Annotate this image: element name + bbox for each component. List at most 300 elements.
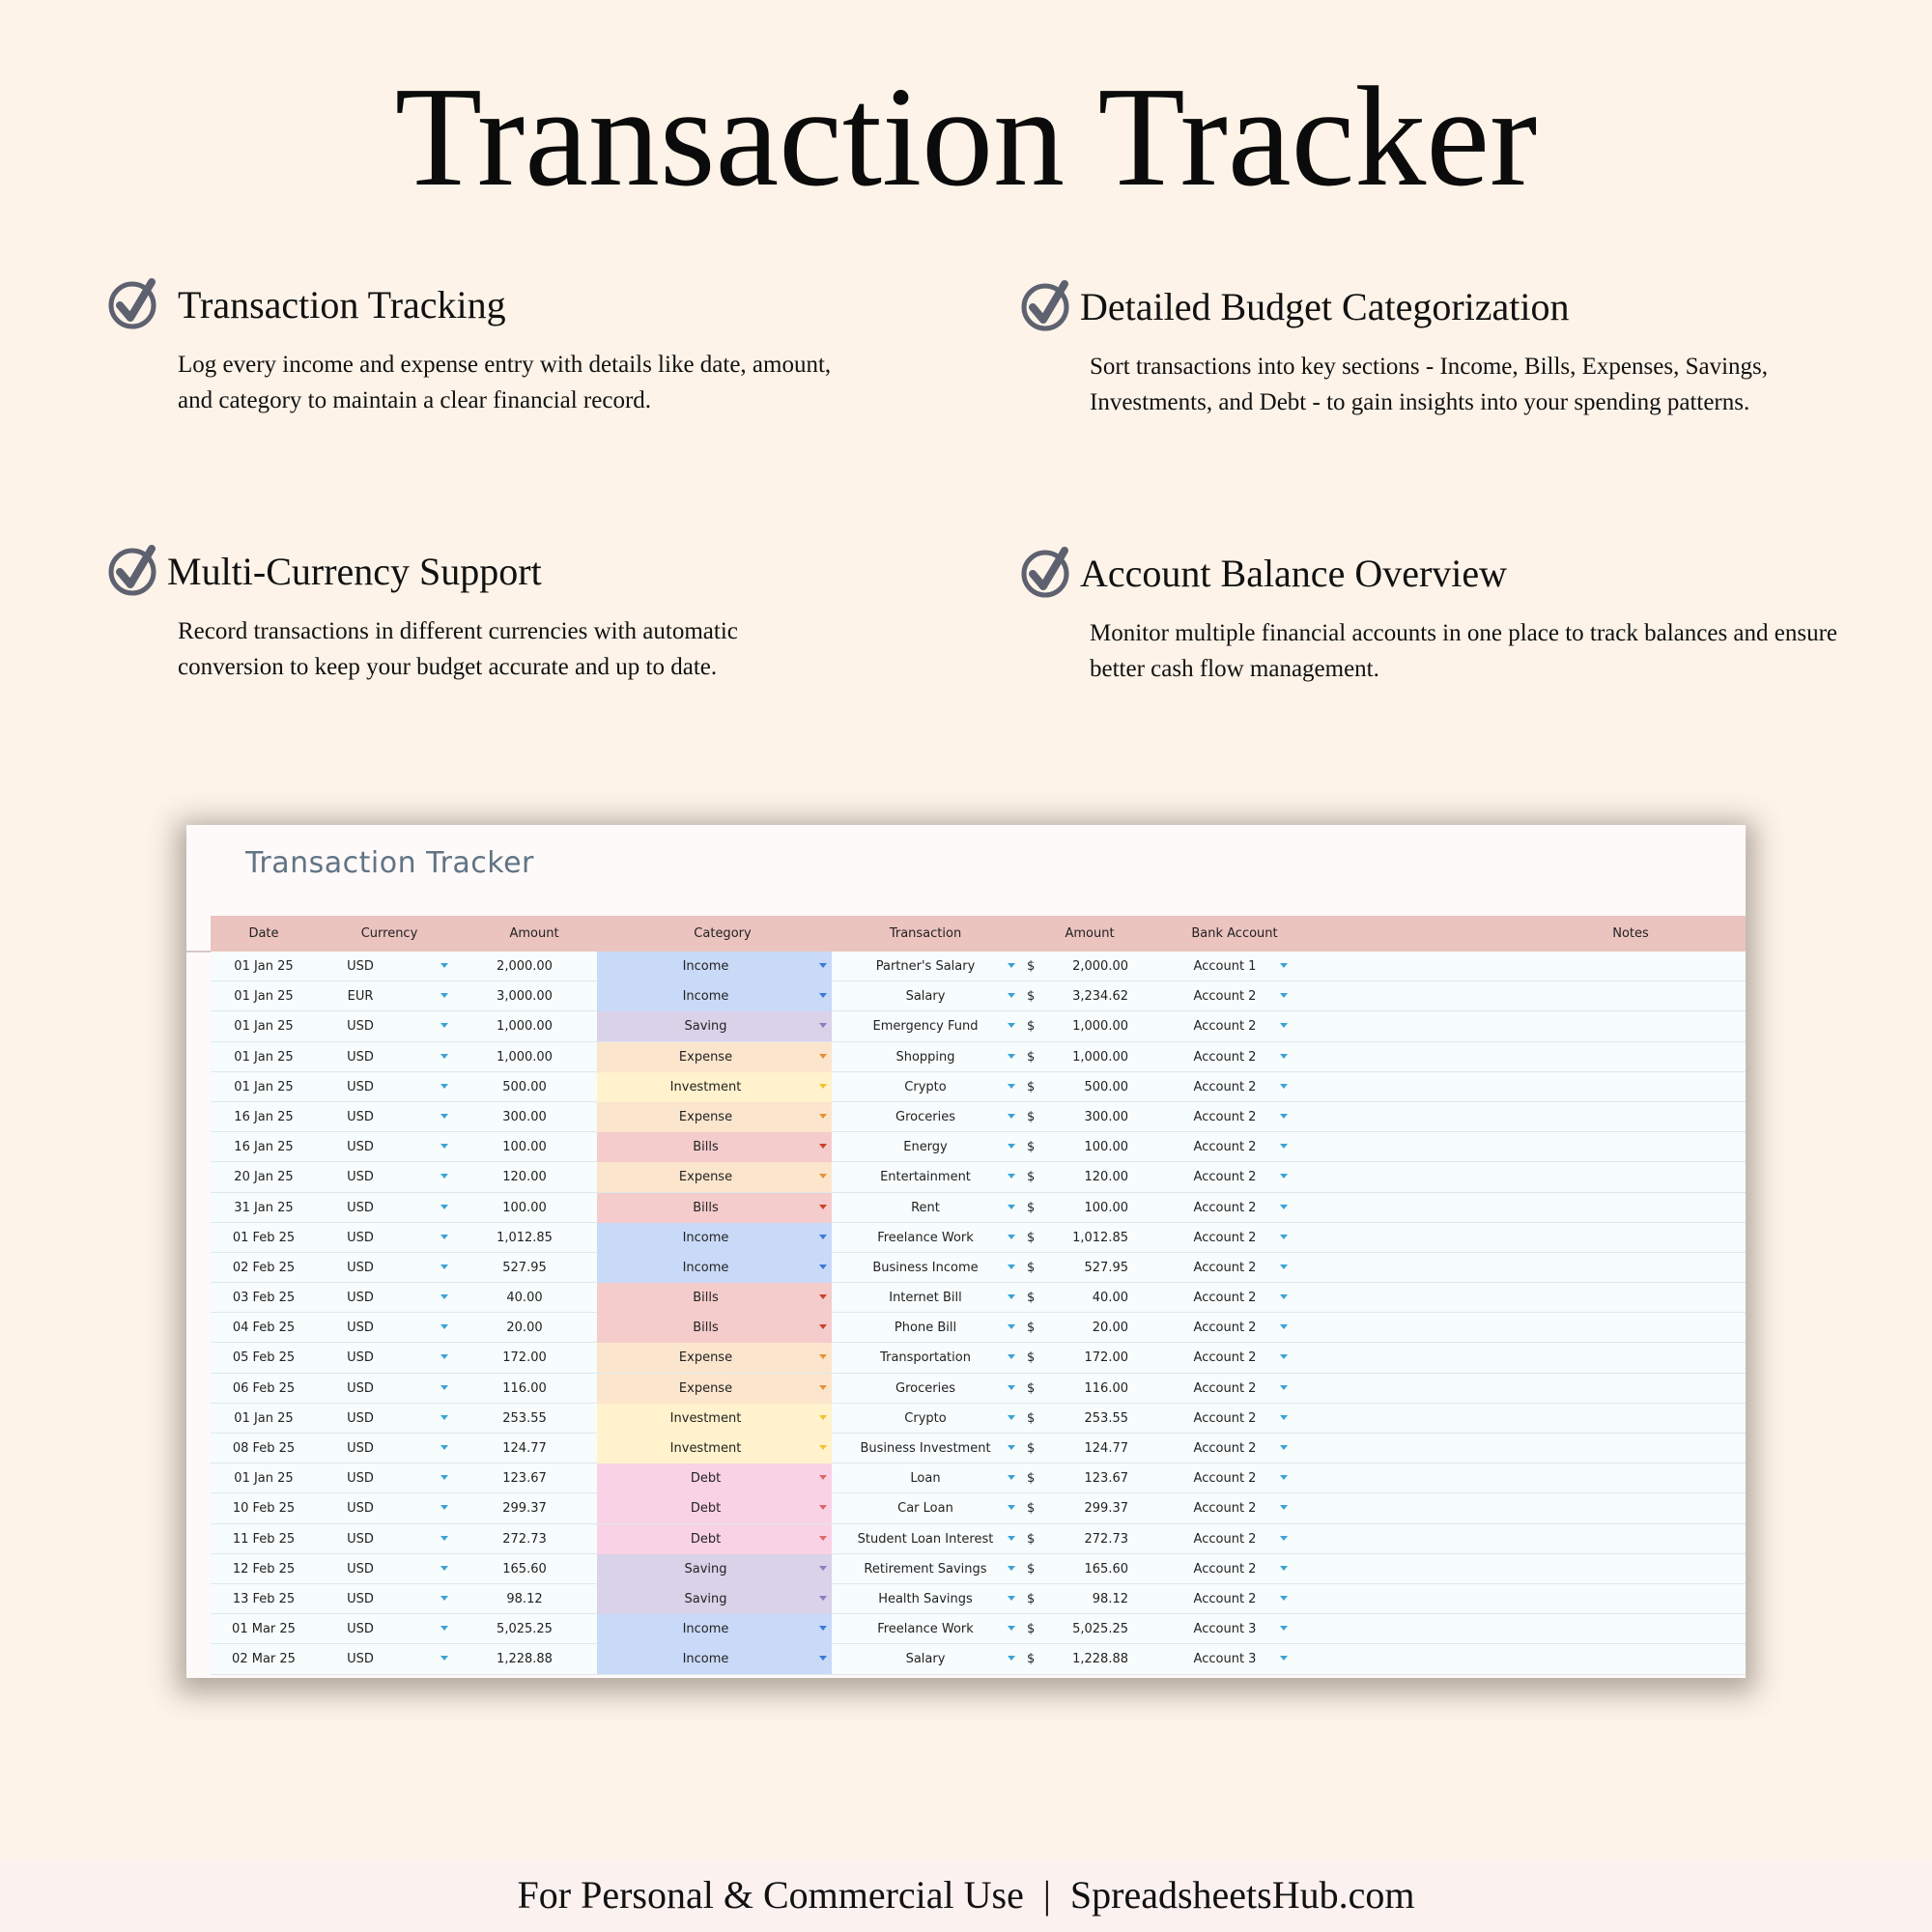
transaction-dropdown-icon[interactable] <box>1008 1596 1015 1601</box>
transaction-dropdown-icon[interactable] <box>1008 993 1015 998</box>
category-label: Expense <box>678 1109 733 1124</box>
cell-bank-account[interactable]: Account 2 <box>1193 1230 1257 1245</box>
category-dropdown-icon[interactable] <box>819 1656 827 1661</box>
cell-amount[interactable]: 123.67 <box>502 1471 547 1487</box>
cell-amount[interactable]: 20.00 <box>506 1321 543 1336</box>
cell-category[interactable] <box>597 1102 832 1132</box>
account-dropdown-icon[interactable] <box>1280 1596 1288 1601</box>
cell-date[interactable]: 01 Jan 25 <box>234 1471 294 1487</box>
transaction-dropdown-icon[interactable] <box>1008 1566 1015 1571</box>
table-row <box>211 1283 1746 1313</box>
transaction-dropdown-icon[interactable] <box>1008 1023 1015 1028</box>
cell-date[interactable]: 06 Feb 25 <box>232 1380 296 1396</box>
cell-amount-converted[interactable]: 116.00 <box>1084 1380 1128 1396</box>
cell-currency[interactable]: USD <box>347 1140 374 1155</box>
category-dropdown-icon[interactable] <box>819 1235 827 1239</box>
category-dropdown-icon[interactable] <box>819 1294 827 1299</box>
cell-transaction[interactable]: Entertainment <box>880 1170 971 1185</box>
cell-amount[interactable]: 1,012.85 <box>497 1230 553 1245</box>
cell-bank-account[interactable]: Account 3 <box>1193 1622 1257 1637</box>
cell-category[interactable] <box>597 1463 832 1493</box>
category-dropdown-icon[interactable] <box>819 1566 827 1571</box>
cell-amount-converted[interactable]: 165.60 <box>1084 1561 1128 1577</box>
cell-bank-account[interactable]: Account 1 <box>1193 959 1257 974</box>
category-dropdown-icon[interactable] <box>819 1626 827 1631</box>
cell-transaction[interactable]: Transportation <box>880 1350 971 1366</box>
currency-dropdown-icon[interactable] <box>440 1536 448 1541</box>
transaction-dropdown-icon[interactable] <box>1008 1626 1015 1631</box>
cell-currency[interactable]: USD <box>347 1200 374 1215</box>
cell-transaction[interactable]: Internet Bill <box>889 1291 962 1306</box>
cell-amount[interactable]: 172.00 <box>502 1350 547 1366</box>
cell-currency[interactable]: USD <box>347 1350 374 1366</box>
currency-dropdown-icon[interactable] <box>440 1505 448 1510</box>
currency-dropdown-icon[interactable] <box>440 1205 448 1209</box>
cell-date[interactable]: 16 Jan 25 <box>234 1140 294 1155</box>
transaction-dropdown-icon[interactable] <box>1008 1294 1015 1299</box>
cell-amount[interactable]: 165.60 <box>502 1561 547 1577</box>
currency-dropdown-icon[interactable] <box>440 1235 448 1239</box>
cell-transaction[interactable]: Groceries <box>895 1109 955 1124</box>
cell-currency[interactable]: USD <box>347 1471 374 1487</box>
table-row <box>211 1162 1746 1192</box>
cell-amount[interactable]: 299.37 <box>502 1501 547 1517</box>
account-dropdown-icon[interactable] <box>1280 963 1288 968</box>
cell-currency[interactable]: USD <box>347 1079 374 1094</box>
cell-amount-converted[interactable]: 1,000.00 <box>1072 1019 1128 1035</box>
cell-category[interactable] <box>597 1374 832 1404</box>
currency-symbol: $ <box>1027 1591 1036 1606</box>
category-dropdown-icon[interactable] <box>819 1205 827 1209</box>
cell-date[interactable]: 02 Feb 25 <box>232 1260 296 1275</box>
cell-amount-converted[interactable]: 20.00 <box>1092 1321 1128 1336</box>
currency-symbol: $ <box>1027 1019 1036 1035</box>
cell-bank-account[interactable]: Account 2 <box>1193 1140 1257 1155</box>
cell-currency[interactable]: USD <box>347 1441 374 1456</box>
cell-currency[interactable]: USD <box>347 959 374 974</box>
cell-transaction[interactable]: Partner's Salary <box>875 959 976 974</box>
cell-transaction[interactable]: Rent <box>911 1200 940 1215</box>
cell-bank-account[interactable]: Account 2 <box>1193 1291 1257 1306</box>
feature-title: Account Balance Overview <box>1080 552 1508 595</box>
cell-date[interactable]: 01 Jan 25 <box>234 1049 294 1065</box>
cell-bank-account[interactable]: Account 2 <box>1193 1591 1257 1606</box>
account-dropdown-icon[interactable] <box>1280 993 1288 998</box>
footer-text: For Personal & Commercial Use | SpreadsheetsHub.com <box>517 1873 1415 1917</box>
cell-category[interactable] <box>597 1343 832 1373</box>
cell-transaction[interactable]: Phone Bill <box>894 1321 957 1336</box>
category-dropdown-icon[interactable] <box>819 1264 827 1269</box>
cell-date[interactable]: 08 Feb 25 <box>232 1441 296 1456</box>
cell-amount-converted[interactable]: 500.00 <box>1084 1079 1128 1094</box>
cell-bank-account[interactable]: Account 2 <box>1193 1531 1257 1547</box>
cell-date[interactable]: 20 Jan 25 <box>234 1170 294 1185</box>
cell-currency[interactable]: USD <box>347 1410 374 1426</box>
currency-symbol: $ <box>1027 1652 1036 1667</box>
cell-category[interactable] <box>597 1193 832 1223</box>
currency-symbol: $ <box>1027 1079 1036 1094</box>
cell-amount[interactable]: 2,000.00 <box>497 959 553 974</box>
cell-bank-account[interactable]: Account 2 <box>1193 1200 1257 1215</box>
cell-category[interactable] <box>597 1253 832 1283</box>
cell-category[interactable] <box>597 1434 832 1463</box>
cell-currency[interactable]: USD <box>347 1109 374 1124</box>
currency-dropdown-icon[interactable] <box>440 1114 448 1119</box>
category-dropdown-icon[interactable] <box>819 1445 827 1450</box>
account-dropdown-icon[interactable] <box>1280 1656 1288 1661</box>
cell-transaction[interactable]: Business Income <box>872 1260 979 1275</box>
cell-bank-account[interactable]: Account 2 <box>1193 1350 1257 1366</box>
cell-currency[interactable]: USD <box>347 1622 374 1637</box>
category-label: Saving <box>684 1591 727 1606</box>
cell-category[interactable] <box>597 1132 832 1162</box>
cell-category[interactable] <box>597 952 832 981</box>
cell-category[interactable] <box>597 1493 832 1523</box>
cell-date[interactable]: 02 Mar 25 <box>232 1652 296 1667</box>
account-dropdown-icon[interactable] <box>1280 1536 1288 1541</box>
category-dropdown-icon[interactable] <box>819 1054 827 1059</box>
account-dropdown-icon[interactable] <box>1280 1264 1288 1269</box>
account-dropdown-icon[interactable] <box>1280 1354 1288 1359</box>
transaction-dropdown-icon[interactable] <box>1008 1084 1015 1089</box>
currency-dropdown-icon[interactable] <box>440 1354 448 1359</box>
cell-category[interactable] <box>597 1404 832 1434</box>
currency-dropdown-icon[interactable] <box>440 1415 448 1420</box>
currency-dropdown-icon[interactable] <box>440 1626 448 1631</box>
cell-bank-account[interactable]: Account 2 <box>1193 1501 1257 1517</box>
transaction-dropdown-icon[interactable] <box>1008 1264 1015 1269</box>
account-dropdown-icon[interactable] <box>1280 1505 1288 1510</box>
account-dropdown-icon[interactable] <box>1280 1023 1288 1028</box>
transaction-dropdown-icon[interactable] <box>1008 1475 1015 1480</box>
category-label: Expense <box>678 1049 733 1065</box>
category-dropdown-icon[interactable] <box>819 1084 827 1089</box>
cell-date[interactable]: 12 Feb 25 <box>232 1561 296 1577</box>
cell-date[interactable]: 13 Feb 25 <box>232 1591 296 1606</box>
transaction-dropdown-icon[interactable] <box>1008 1445 1015 1450</box>
cell-category[interactable] <box>597 1011 832 1041</box>
cell-transaction[interactable]: Emergency Fund <box>872 1019 979 1035</box>
cell-currency[interactable]: USD <box>347 1531 374 1547</box>
cell-amount-converted[interactable]: 299.37 <box>1084 1501 1128 1517</box>
table-row <box>211 1614 1746 1644</box>
cell-date[interactable]: 16 Jan 25 <box>234 1109 294 1124</box>
cell-amount[interactable]: 1,228.88 <box>497 1652 553 1667</box>
header-notes: Notes <box>1612 926 1649 941</box>
transaction-dropdown-icon[interactable] <box>1008 963 1015 968</box>
cell-currency[interactable]: USD <box>347 1019 374 1035</box>
cell-amount[interactable]: 527.95 <box>502 1260 547 1275</box>
cell-currency[interactable]: USD <box>347 1321 374 1336</box>
cell-amount[interactable]: 116.00 <box>502 1380 547 1396</box>
category-label: Income <box>682 989 729 1005</box>
cell-date[interactable]: 01 Jan 25 <box>234 1019 294 1035</box>
currency-dropdown-icon[interactable] <box>440 1324 448 1329</box>
currency-dropdown-icon[interactable] <box>440 1054 448 1059</box>
category-label: Debt <box>690 1471 722 1487</box>
cell-transaction[interactable]: Loan <box>910 1471 941 1487</box>
category-dropdown-icon[interactable] <box>819 1023 827 1028</box>
category-dropdown-icon[interactable] <box>819 1505 827 1510</box>
cell-date[interactable]: 11 Feb 25 <box>232 1531 296 1547</box>
cell-date[interactable]: 01 Jan 25 <box>234 989 294 1005</box>
transaction-dropdown-icon[interactable] <box>1008 1536 1015 1541</box>
header-currency: Currency <box>360 926 418 941</box>
table-row <box>211 1374 1746 1404</box>
cell-bank-account[interactable]: Account 2 <box>1193 1019 1257 1035</box>
cell-amount-converted[interactable]: 2,000.00 <box>1072 959 1128 974</box>
table-row <box>211 952 1746 981</box>
category-dropdown-icon[interactable] <box>819 1536 827 1541</box>
category-label: Income <box>682 1652 729 1667</box>
cell-amount[interactable]: 100.00 <box>502 1200 547 1215</box>
cell-category[interactable] <box>597 1554 832 1584</box>
spreadsheet-preview <box>186 825 1746 1678</box>
cell-amount[interactable]: 100.00 <box>502 1140 547 1155</box>
account-dropdown-icon[interactable] <box>1280 1054 1288 1059</box>
header-date: Date <box>248 926 279 941</box>
cell-amount-converted[interactable]: 123.67 <box>1084 1471 1128 1487</box>
cell-category[interactable] <box>597 1614 832 1644</box>
currency-dropdown-icon[interactable] <box>440 1596 448 1601</box>
category-dropdown-icon[interactable] <box>819 1385 827 1390</box>
cell-transaction[interactable]: Crypto <box>904 1410 947 1426</box>
cell-date[interactable]: 01 Jan 25 <box>234 959 294 974</box>
cell-amount[interactable]: 300.00 <box>502 1109 547 1124</box>
cell-amount-converted[interactable]: 3,234.62 <box>1072 989 1128 1005</box>
category-dropdown-icon[interactable] <box>819 1114 827 1119</box>
cell-amount-converted[interactable]: 98.12 <box>1092 1591 1128 1606</box>
cell-amount-converted[interactable]: 40.00 <box>1092 1291 1128 1306</box>
cell-bank-account[interactable]: Account 2 <box>1193 1471 1257 1487</box>
category-dropdown-icon[interactable] <box>819 1144 827 1149</box>
cell-amount[interactable]: 40.00 <box>506 1291 543 1306</box>
cell-date[interactable]: 01 Jan 25 <box>234 1079 294 1094</box>
cell-amount[interactable]: 3,000.00 <box>497 989 553 1005</box>
currency-dropdown-icon[interactable] <box>440 1023 448 1028</box>
cell-category[interactable] <box>597 1283 832 1313</box>
cell-amount-converted[interactable]: 172.00 <box>1084 1350 1128 1366</box>
transaction-dropdown-icon[interactable] <box>1008 1385 1015 1390</box>
cell-transaction[interactable]: Car Loan <box>897 1501 953 1517</box>
cell-amount-converted[interactable]: 100.00 <box>1084 1140 1128 1155</box>
cell-bank-account[interactable]: Account 2 <box>1193 989 1257 1005</box>
cell-category[interactable] <box>597 1584 832 1614</box>
currency-dropdown-icon[interactable] <box>440 993 448 998</box>
cell-transaction[interactable]: Freelance Work <box>877 1230 974 1245</box>
cell-category[interactable] <box>597 1644 832 1674</box>
cell-amount-converted[interactable]: 1,000.00 <box>1072 1049 1128 1065</box>
transaction-dropdown-icon[interactable] <box>1008 1205 1015 1209</box>
transaction-dropdown-icon[interactable] <box>1008 1656 1015 1661</box>
cell-transaction[interactable]: Groceries <box>895 1380 955 1396</box>
account-dropdown-icon[interactable] <box>1280 1144 1288 1149</box>
cell-amount[interactable]: 98.12 <box>506 1591 543 1606</box>
currency-dropdown-icon[interactable] <box>440 1475 448 1480</box>
cell-amount[interactable]: 5,025.25 <box>497 1622 553 1637</box>
cell-transaction[interactable]: Retirement Savings <box>864 1561 987 1577</box>
cell-bank-account[interactable]: Account 2 <box>1193 1260 1257 1275</box>
currency-dropdown-icon[interactable] <box>440 963 448 968</box>
cell-bank-account[interactable]: Account 2 <box>1193 1170 1257 1185</box>
account-dropdown-icon[interactable] <box>1280 1174 1288 1179</box>
cell-transaction[interactable]: Salary <box>905 989 946 1005</box>
cell-amount-converted[interactable]: 1,228.88 <box>1072 1652 1128 1667</box>
currency-symbol: $ <box>1027 1049 1036 1065</box>
cell-transaction[interactable]: Student Loan Interest <box>857 1531 994 1547</box>
cell-date[interactable]: 01 Jan 25 <box>234 1410 294 1426</box>
transaction-dropdown-icon[interactable] <box>1008 1505 1015 1510</box>
transaction-dropdown-icon[interactable] <box>1008 1415 1015 1420</box>
cell-bank-account[interactable]: Account 2 <box>1193 1380 1257 1396</box>
cell-amount-converted[interactable]: 100.00 <box>1084 1200 1128 1215</box>
cell-category[interactable] <box>597 1072 832 1102</box>
header-divider <box>186 951 211 952</box>
cell-date[interactable]: 01 Feb 25 <box>232 1230 296 1245</box>
cell-amount[interactable]: 1,000.00 <box>497 1019 553 1035</box>
currency-symbol: $ <box>1027 1291 1036 1306</box>
account-dropdown-icon[interactable] <box>1280 1324 1288 1329</box>
category-label: Expense <box>678 1350 733 1366</box>
cell-category[interactable] <box>597 1524 832 1554</box>
currency-dropdown-icon[interactable] <box>440 1294 448 1299</box>
cell-amount[interactable]: 253.55 <box>502 1410 547 1426</box>
cell-amount-converted[interactable]: 300.00 <box>1084 1109 1128 1124</box>
currency-dropdown-icon[interactable] <box>440 1084 448 1089</box>
account-dropdown-icon[interactable] <box>1280 1385 1288 1390</box>
cell-amount-converted[interactable]: 1,012.85 <box>1072 1230 1128 1245</box>
cell-transaction[interactable]: Crypto <box>904 1079 947 1094</box>
cell-amount-converted[interactable]: 253.55 <box>1084 1410 1128 1426</box>
cell-date[interactable]: 04 Feb 25 <box>232 1321 296 1336</box>
cell-currency[interactable]: USD <box>347 1291 374 1306</box>
cell-bank-account[interactable]: Account 2 <box>1193 1441 1257 1456</box>
cell-currency[interactable]: EUR <box>347 989 374 1005</box>
category-dropdown-icon[interactable] <box>819 993 827 998</box>
cell-currency[interactable]: USD <box>347 1380 374 1396</box>
currency-dropdown-icon[interactable] <box>440 1566 448 1571</box>
header-amount: Amount <box>509 926 559 941</box>
account-dropdown-icon[interactable] <box>1280 1114 1288 1119</box>
transaction-dropdown-icon[interactable] <box>1008 1174 1015 1179</box>
category-dropdown-icon[interactable] <box>819 1324 827 1329</box>
cell-category[interactable] <box>597 1223 832 1253</box>
cell-amount[interactable]: 120.00 <box>502 1170 547 1185</box>
cell-amount[interactable]: 124.77 <box>502 1441 547 1456</box>
cell-bank-account[interactable]: Account 2 <box>1193 1049 1257 1065</box>
table-row <box>211 1584 1746 1614</box>
cell-amount-converted[interactable]: 124.77 <box>1084 1441 1128 1456</box>
cell-bank-account[interactable]: Account 2 <box>1193 1109 1257 1124</box>
currency-dropdown-icon[interactable] <box>440 1264 448 1269</box>
category-dropdown-icon[interactable] <box>819 1354 827 1359</box>
feature-description: Record transactions in different currencies with automatic conversion to keep your budget accurate and up to date. <box>178 618 738 680</box>
cell-category[interactable] <box>597 1313 832 1343</box>
category-dropdown-icon[interactable] <box>819 1174 827 1179</box>
cell-amount[interactable]: 272.73 <box>502 1531 547 1547</box>
transaction-dropdown-icon[interactable] <box>1008 1324 1015 1329</box>
table-row <box>211 1493 1746 1523</box>
cell-currency[interactable]: USD <box>347 1170 374 1185</box>
cell-bank-account[interactable]: Account 2 <box>1193 1321 1257 1336</box>
account-dropdown-icon[interactable] <box>1280 1566 1288 1571</box>
cell-currency[interactable]: USD <box>347 1049 374 1065</box>
cell-bank-account[interactable]: Account 3 <box>1193 1652 1257 1667</box>
cell-bank-account[interactable]: Account 2 <box>1193 1410 1257 1426</box>
cell-amount[interactable]: 500.00 <box>502 1079 547 1094</box>
category-dropdown-icon[interactable] <box>819 1415 827 1420</box>
account-dropdown-icon[interactable] <box>1280 1415 1288 1420</box>
cell-currency[interactable]: USD <box>347 1652 374 1667</box>
cell-currency[interactable]: USD <box>347 1230 374 1245</box>
cell-category[interactable] <box>597 1162 832 1192</box>
cell-transaction[interactable]: Energy <box>903 1140 948 1155</box>
account-dropdown-icon[interactable] <box>1280 1445 1288 1450</box>
category-dropdown-icon[interactable] <box>819 1596 827 1601</box>
cell-transaction[interactable]: Salary <box>905 1652 946 1667</box>
check-circle-icon <box>1020 278 1074 332</box>
cell-date[interactable]: 31 Jan 25 <box>234 1200 294 1215</box>
transaction-dropdown-icon[interactable] <box>1008 1235 1015 1239</box>
cell-date[interactable]: 10 Feb 25 <box>232 1501 296 1517</box>
cell-currency[interactable]: USD <box>347 1501 374 1517</box>
cell-date[interactable]: 05 Feb 25 <box>232 1350 296 1366</box>
cell-date[interactable]: 03 Feb 25 <box>232 1291 296 1306</box>
table-row <box>211 1011 1746 1041</box>
cell-transaction[interactable]: Health Savings <box>878 1591 973 1606</box>
cell-bank-account[interactable]: Account 2 <box>1193 1561 1257 1577</box>
cell-amount[interactable]: 1,000.00 <box>497 1049 553 1065</box>
transaction-dropdown-icon[interactable] <box>1008 1144 1015 1149</box>
currency-dropdown-icon[interactable] <box>440 1144 448 1149</box>
cell-amount-converted[interactable]: 272.73 <box>1084 1531 1128 1547</box>
cell-currency[interactable]: USD <box>347 1260 374 1275</box>
transaction-dropdown-icon[interactable] <box>1008 1114 1015 1119</box>
cell-transaction[interactable]: Shopping <box>895 1049 955 1065</box>
cell-transaction[interactable]: Business Investment <box>860 1441 991 1456</box>
cell-category[interactable] <box>597 981 832 1011</box>
cell-amount-converted[interactable]: 5,025.25 <box>1072 1622 1128 1637</box>
cell-amount-converted[interactable]: 527.95 <box>1084 1260 1128 1275</box>
cell-transaction[interactable]: Freelance Work <box>877 1622 974 1637</box>
currency-symbol: $ <box>1027 1140 1036 1155</box>
transaction-dropdown-icon[interactable] <box>1008 1054 1015 1059</box>
category-label: Income <box>682 1230 729 1245</box>
transaction-dropdown-icon[interactable] <box>1008 1354 1015 1359</box>
currency-dropdown-icon[interactable] <box>440 1385 448 1390</box>
currency-dropdown-icon[interactable] <box>440 1174 448 1179</box>
currency-dropdown-icon[interactable] <box>440 1445 448 1450</box>
cell-category[interactable] <box>597 1042 832 1072</box>
cell-bank-account[interactable]: Account 2 <box>1193 1079 1257 1094</box>
currency-symbol: $ <box>1027 989 1036 1005</box>
cell-currency[interactable]: USD <box>347 1561 374 1577</box>
cell-date[interactable]: 01 Mar 25 <box>232 1622 296 1637</box>
category-dropdown-icon[interactable] <box>819 1475 827 1480</box>
account-dropdown-icon[interactable] <box>1280 1294 1288 1299</box>
header-transaction: Transaction <box>889 926 962 941</box>
currency-dropdown-icon[interactable] <box>440 1656 448 1661</box>
account-dropdown-icon[interactable] <box>1280 1205 1288 1209</box>
account-dropdown-icon[interactable] <box>1280 1475 1288 1480</box>
account-dropdown-icon[interactable] <box>1280 1084 1288 1089</box>
cell-amount-converted[interactable]: 120.00 <box>1084 1170 1128 1185</box>
cell-currency[interactable]: USD <box>347 1591 374 1606</box>
account-dropdown-icon[interactable] <box>1280 1626 1288 1631</box>
category-dropdown-icon[interactable] <box>819 963 827 968</box>
table-row <box>211 1554 1746 1584</box>
account-dropdown-icon[interactable] <box>1280 1235 1288 1239</box>
